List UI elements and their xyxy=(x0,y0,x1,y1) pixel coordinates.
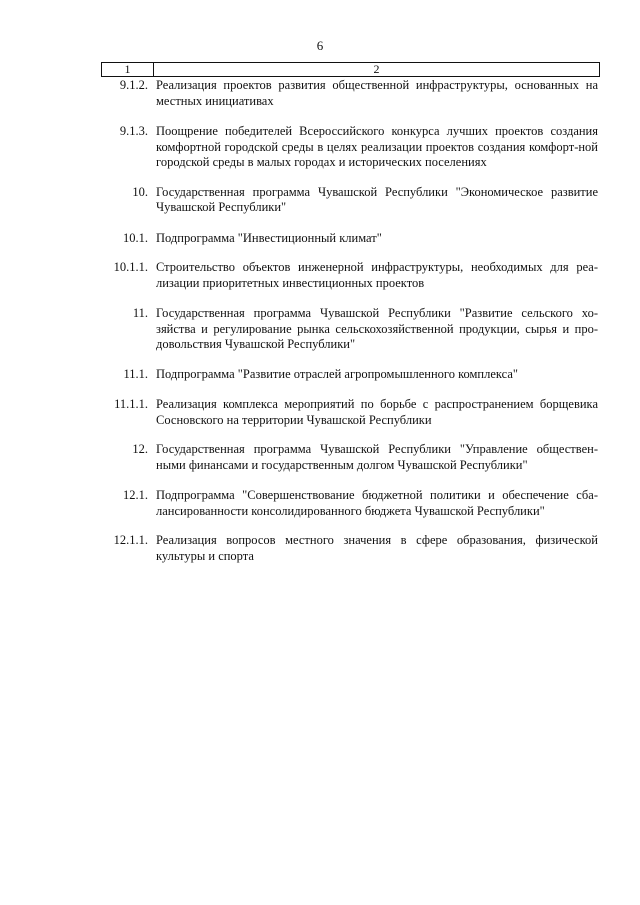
row-number: 11.1. xyxy=(123,366,148,381)
row-number: 10.1. xyxy=(123,230,148,245)
row-number: 12.1.1. xyxy=(113,533,148,547)
table-row xyxy=(101,442,598,473)
row-text: Государственная программа Чувашской Республики "Управление обществен-ными финансами и государственным долгом Чувашской Республики" xyxy=(156,442,598,472)
row-number: 12. xyxy=(132,442,148,456)
table-row xyxy=(101,185,598,216)
row-text: Реализация проектов развития общественной инфраструктуры, основанных на местных инициативах xyxy=(156,78,598,108)
row-number: 11. xyxy=(132,306,148,320)
table-row xyxy=(101,260,598,291)
row-number: 9.1.2. xyxy=(119,78,148,92)
row-text: Реализация вопросов местного значения в сфере образования, физической культуры и спорта xyxy=(156,533,598,563)
column-header-2: 2 xyxy=(373,62,380,76)
row-text: Подпрограмма "Развитие отраслей агропромышленного комплекса" xyxy=(156,366,519,381)
table-row xyxy=(101,124,598,171)
table-row xyxy=(101,78,598,109)
column-header-1: 1 xyxy=(102,63,154,76)
table-row xyxy=(101,231,598,247)
table-row xyxy=(101,367,598,383)
page-number: 6 xyxy=(316,38,324,53)
table-row xyxy=(101,533,598,564)
row-number: 11.1.1. xyxy=(114,397,148,411)
table-row xyxy=(101,397,598,428)
row-text: Строительство объектов инженерной инфраструктуры, необходимых для реа-лизации приоритетных инвестиционных проектов xyxy=(156,260,598,290)
table-row xyxy=(101,488,598,519)
row-number: 10.1.1. xyxy=(113,260,148,274)
row-number: 9.1.3. xyxy=(119,124,148,138)
row-text: Реализация комплекса мероприятий по борьбе с распространением борщевика Сосновского на территории Чувашской Республики xyxy=(156,397,598,427)
table-column-header xyxy=(101,62,600,77)
table-row xyxy=(101,306,598,353)
row-text: Государственная программа Чувашской Республики "Экономическое развитие Чувашской Республики" xyxy=(156,184,598,214)
row-text: Подпрограмма "Совершенствование бюджетной политики и обеспечение сба-лансированности консолидированного бюджета Чувашской Республики" xyxy=(156,488,598,518)
table-body xyxy=(101,78,598,564)
row-text: Подпрограмма "Инвестиционный климат" xyxy=(156,230,382,245)
row-number: 10. xyxy=(132,184,148,199)
row-text: Поощрение победителей Всероссийского конкурса лучших проектов создания комфортной городской среды в целях реализации проектов создания комфорт-ной городской среды в малых городах и исторических поселениях xyxy=(156,124,598,169)
row-text: Государственная программа Чувашской Республики "Развитие сельского хо-зяйства и регулирование рынка сельскохозяйственной продукции, сырья и про-довольствия Чувашской Республики" xyxy=(156,306,598,351)
row-number: 12.1. xyxy=(123,488,148,502)
